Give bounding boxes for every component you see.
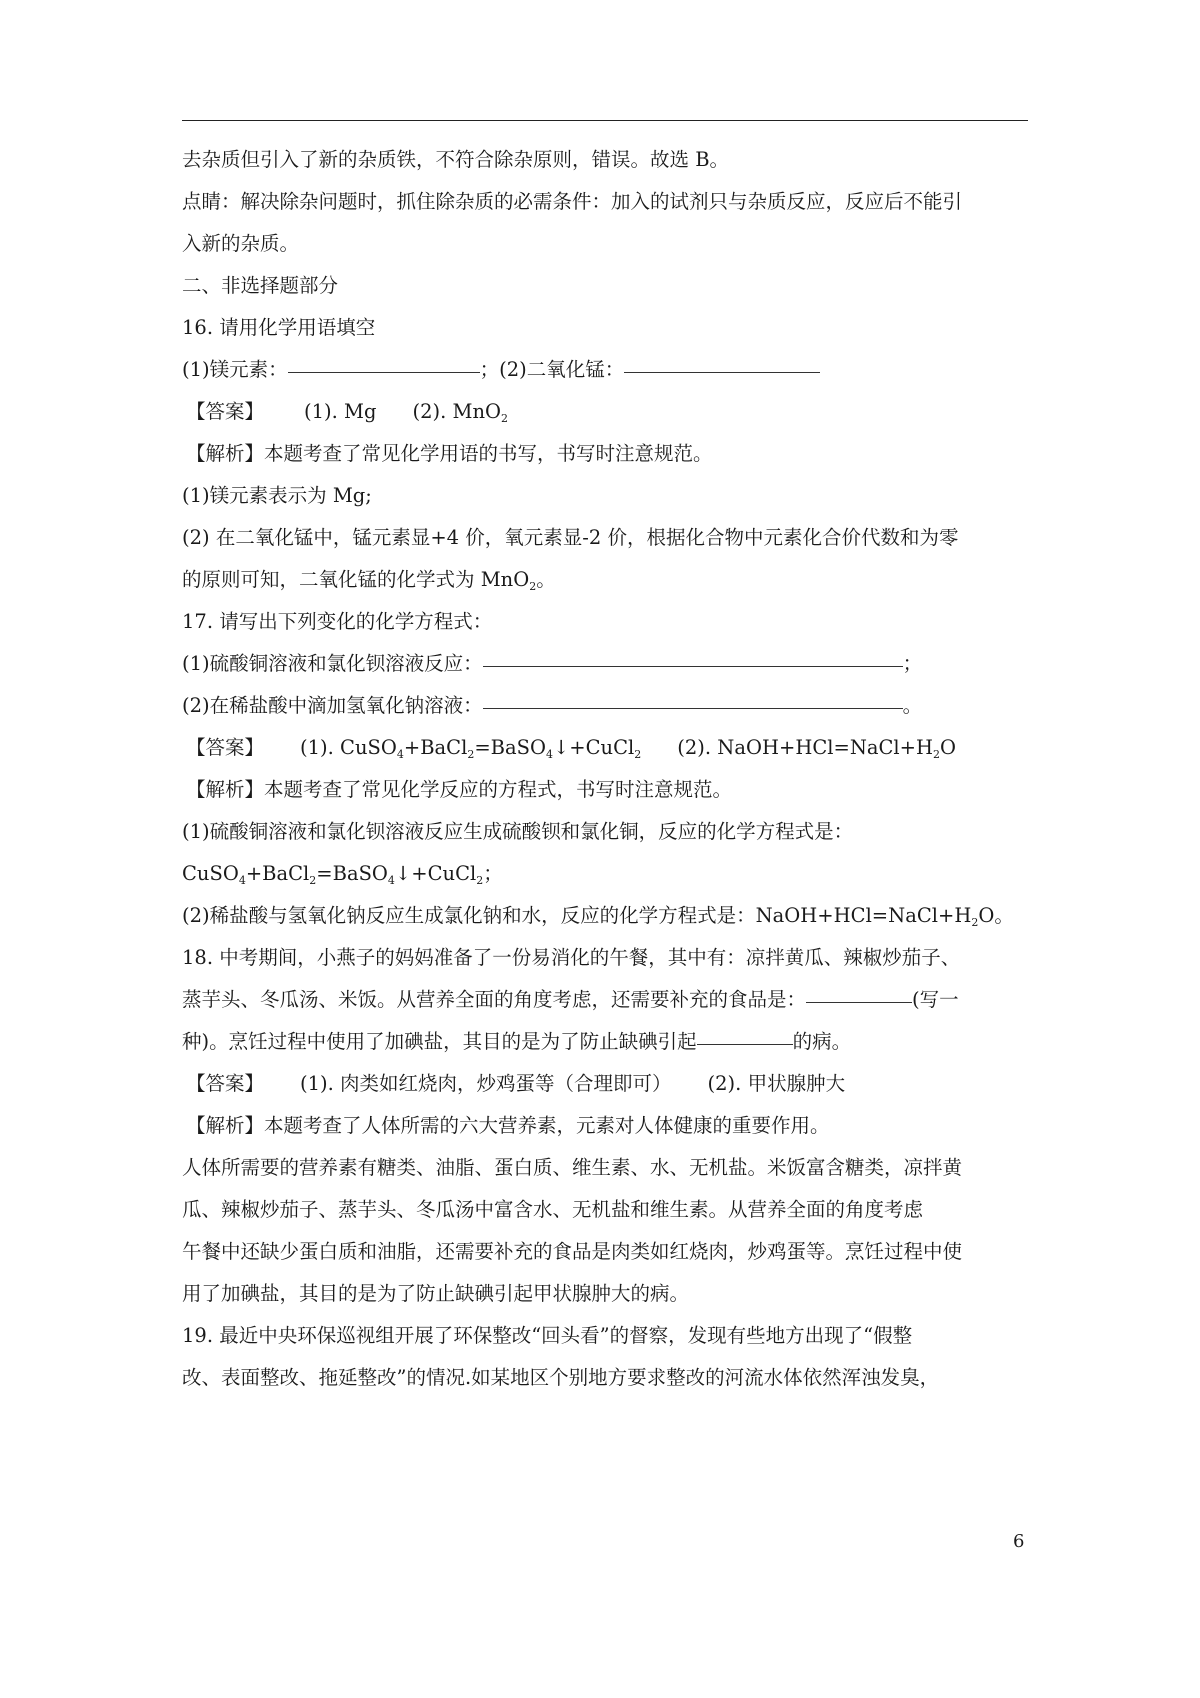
text-span: +BaCl <box>245 862 310 885</box>
text-span: (1)镁元素： <box>182 358 288 381</box>
subscript: 2 <box>467 748 475 761</box>
text-span: +BaCl <box>403 736 468 759</box>
page-number: 6 <box>1013 1531 1025 1552</box>
text-span: 本题考查了人体所需的六大营养素，元素对人体健康的重要作用。 <box>264 1114 830 1137</box>
text-line: (2) 在二氧化锰中，锰元素显+4 价，氧元素显-2 价，根据化合物中元素化合价代数和为零 <box>182 526 959 549</box>
answer-blank <box>697 1043 793 1045</box>
analysis-16 <box>186 439 1036 469</box>
analysis-label: 【解析】 <box>186 442 265 465</box>
question-17-blank-1 <box>182 649 1032 679</box>
question-16-blanks <box>182 355 1032 385</box>
text-span: (2). 甲状腺肿大 <box>707 1072 846 1095</box>
text-span: ； <box>902 652 923 675</box>
answer-label: 【答案】 <box>186 736 265 759</box>
text-span: (1). CuSO <box>300 736 397 759</box>
text-span: ；(2)二氧化锰： <box>479 358 625 381</box>
subscript: 2 <box>501 412 509 425</box>
answer-label: 【答案】 <box>186 1072 265 1095</box>
text-span: ； <box>483 862 503 885</box>
text-line: 入新的杂质。 <box>182 232 300 255</box>
text-span: 。 <box>536 568 556 591</box>
subscript: 2 <box>971 916 979 929</box>
subscript: 2 <box>529 580 537 593</box>
text-line <box>182 1027 1032 1057</box>
text-line: 用了加碘盐，其目的是为了防止缺碘引起甲状腺肿大的病。 <box>182 1282 690 1305</box>
text-span: 本题考查了常见化学用语的书写，书写时注意规范。 <box>264 442 713 465</box>
analysis-18 <box>186 1111 1036 1141</box>
text-span: (2). MnO <box>412 400 502 423</box>
subscript: 4 <box>396 748 404 761</box>
question-19: 19. 最近中央环保巡视组开展了环保整改“回头看”的督察，发现有些地方出现了“假整 <box>182 1324 913 1347</box>
text-span: 种)。烹饪过程中使用了加碘盐，其目的是为了防止缺碘引起 <box>182 1030 697 1053</box>
text-span: O。 <box>978 904 1014 927</box>
answer-17 <box>186 733 1036 763</box>
text-line <box>182 985 1032 1015</box>
answer-label: 【答案】 <box>186 400 265 423</box>
text-span: (1). Mg <box>304 400 377 423</box>
section-heading: 二、非选择题部分 <box>182 274 339 297</box>
text-span: 蒸芋头、冬瓜汤、米饭。从营养全面的角度考虑，还需要补充的食品是： <box>182 988 807 1011</box>
text-line <box>182 859 1032 889</box>
subscript: 2 <box>476 874 484 887</box>
answer-blank <box>483 707 903 709</box>
text-span: (1). 肉类如红烧肉，炒鸡蛋等（合理即可） <box>300 1072 672 1095</box>
text-line: (1)镁元素表示为 Mg; <box>182 484 372 507</box>
text-span: ↓+CuCl <box>394 862 477 885</box>
subscript: 2 <box>933 748 941 761</box>
question-17-blank-2 <box>182 691 1032 721</box>
subscript: 4 <box>238 874 246 887</box>
text-line: 人体所需要的营养素有糖类、油脂、蛋白质、维生素、水、无机盐。米饭富含糖类，凉拌黄 <box>182 1156 963 1179</box>
question-18: 18. 中考期间，小燕子的妈妈准备了一份易消化的午餐，其中有：凉拌黄瓜、辣椒炒茄子、 <box>182 946 961 969</box>
text-line: (1)硫酸铜溶液和氯化钡溶液反应生成硫酸钡和氯化铜，反应的化学方程式是： <box>182 820 854 843</box>
text-span: (2). NaOH+HCl=NaCl+H <box>677 736 934 759</box>
text-line: 改、表面整改、拖延整改”的情况.如某地区个别地方要求整改的河流水体依然浑浊发臭， <box>182 1366 940 1389</box>
text-span: =BaSO <box>474 736 546 759</box>
answer-18 <box>186 1069 1036 1099</box>
text-line: 瓜、辣椒炒茄子、蒸芋头、冬瓜汤中富含水、无机盐和维生素。从营养全面的角度考虑 <box>182 1198 924 1221</box>
text-span: 的病。 <box>792 1030 852 1053</box>
answer-16 <box>186 397 1036 427</box>
question-16: 16. 请用化学用语填空 <box>182 316 376 339</box>
text-span: ↓+CuCl <box>552 736 635 759</box>
text-line: 午餐中还缺少蛋白质和油脂，还需要补充的食品是肉类如红烧肉，炒鸡蛋等。烹饪过程中使 <box>182 1240 963 1263</box>
subscript: 2 <box>634 748 642 761</box>
question-17: 17. 请写出下列变化的化学方程式： <box>182 610 493 633</box>
text-span: CuSO <box>182 862 239 885</box>
text-span: O <box>940 736 957 759</box>
text-span: (写一 <box>912 988 959 1011</box>
text-span: (2)在稀盐酸中滴加氢氧化钠溶液： <box>182 694 483 717</box>
answer-blank <box>288 371 480 373</box>
text-span: 本题考查了常见化学反应的方程式，书写时注意规范。 <box>264 778 733 801</box>
text-span: 。 <box>902 694 923 717</box>
text-span: (1)硫酸铜溶液和氯化钡溶液反应： <box>182 652 483 675</box>
subscript: 4 <box>387 874 395 887</box>
text-line: 去杂质但引入了新的杂质铁，不符合除杂原则，错误。故选 B。 <box>182 148 730 171</box>
header-rule <box>182 120 1028 121</box>
answer-blank <box>483 665 903 667</box>
answer-blank <box>806 1001 912 1003</box>
text-line: 点睛：解决除杂问题时，抓住除杂质的必需条件：加入的试剂只与杂质反应，反应后不能引 <box>182 190 963 213</box>
analysis-label: 【解析】 <box>186 778 265 801</box>
analysis-17 <box>186 775 1036 805</box>
subscript: 2 <box>309 874 317 887</box>
text-line <box>182 565 1032 595</box>
text-line <box>182 901 1032 931</box>
text-span: (2)稀盐酸与氢氧化钠反应生成氯化钠和水，反应的化学方程式是：NaOH+HCl=NaCl+H <box>182 904 972 927</box>
answer-blank <box>624 371 820 373</box>
subscript: 4 <box>545 748 553 761</box>
text-span: 的原则可知，二氧化锰的化学式为 MnO <box>182 568 530 591</box>
text-span: =BaSO <box>316 862 388 885</box>
analysis-label: 【解析】 <box>186 1114 265 1137</box>
